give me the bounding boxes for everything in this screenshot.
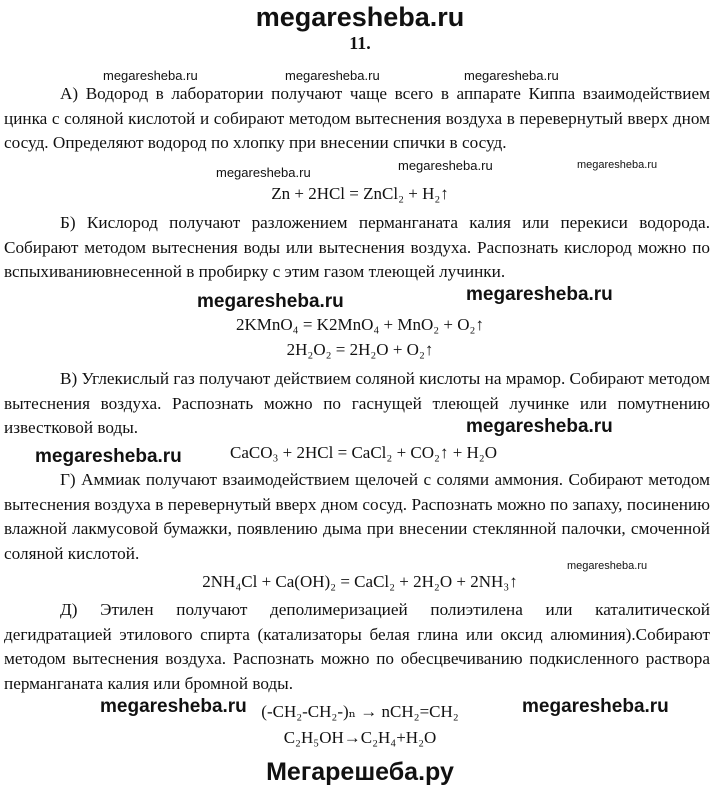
site-footer: Мегарешеба.ру [266, 758, 454, 786]
equation-kmno4: 2KMnO₄ = K2MnO₄ + MnO₂ + O₂↑ [236, 315, 484, 334]
site-title: megaresheba.ru [255, 2, 465, 32]
paragraph-e: Д) Этилен получают деполимеризацией полиэтилена или каталитической дегидратацией этилового спирта (катализаторы белая глина или оксид алюминия).Собирают методом вытеснения воздуха. Распознать можно по обесцвечиванию подкисленного раствора перманганата калия или бромной воды. [4, 600, 710, 693]
paragraph-a: А) Водород в лаборатории получают чаще всего в аппарате Киппа взаимодействием цинка с соляной кислотой и собирают методом вытеснения воздуха в перевернутый вверх дном сосуд. Определяют водород по хлопку при внесении спички в сосуд. [4, 84, 710, 152]
equation-polyethylene: (-CH₂-CH₂-)ₙ → nCH₂=CH₂ [261, 702, 459, 721]
paragraph-d: Г) Аммиак получают взаимодействием щелочей с солями аммония. Собирают методом вытеснения воздуха в перевернутый вверх дном сосуд. Распознать можно по запаху, посинению влажной лакмусовой бумажки, появлению дыма при внесении стеклянной палочки, смоченной соляной кислотой. [4, 470, 710, 563]
watermark: megaresheba.ru [197, 291, 344, 312]
watermark: megaresheba.ru [466, 416, 613, 437]
paragraph-c: В) Углекислый газ получают действием соляной кислоты на мрамор. Собирают методом вытеснения воздуха. Распознать можно по гаснущей тлеющей лучинке или помутнению известковой воды. [4, 369, 710, 437]
watermark: megaresheba.ru [35, 446, 182, 467]
equation-ethanol: C₂H₅OH→C₂H₄+H₂O [283, 728, 437, 747]
watermark: megaresheba.ru [103, 68, 198, 83]
watermark: megaresheba.ru [100, 696, 247, 717]
paragraph-b: Б) Кислород получают разложением перманганата калия или перекиси водорода. Собирают методом вытеснения воды или вытеснения воздуха. Распознать кислород можно по вспыхиваниювнесенной в пробирку с этим газом тлеющей лучинки. [4, 213, 710, 281]
watermark: megaresheba.ru [466, 284, 613, 305]
equation-caco3: CaCO₃ + 2HCl = CaCl₂ + CO₂↑ + H₂O [230, 443, 498, 462]
equation-nh4cl: 2NH₄Cl + Ca(OH)₂ = CaCl₂ + 2H₂O + 2NH₃↑ [202, 572, 518, 591]
watermark: megaresheba.ru [285, 68, 380, 83]
watermark: megaresheba.ru [398, 158, 493, 173]
task-number: 11. [349, 33, 371, 53]
equation-zinc: Zn + 2HCl = ZnCl₂ + H₂↑ [271, 184, 449, 203]
watermark: megaresheba.ru [522, 696, 669, 717]
watermark: megaresheba.ru [577, 159, 658, 171]
watermark: megaresheba.ru [464, 68, 559, 83]
watermark: megaresheba.ru [567, 560, 648, 572]
watermark: megaresheba.ru [216, 165, 311, 180]
equation-h2o2: 2H₂O₂ = 2H₂O + O₂↑ [286, 340, 434, 359]
